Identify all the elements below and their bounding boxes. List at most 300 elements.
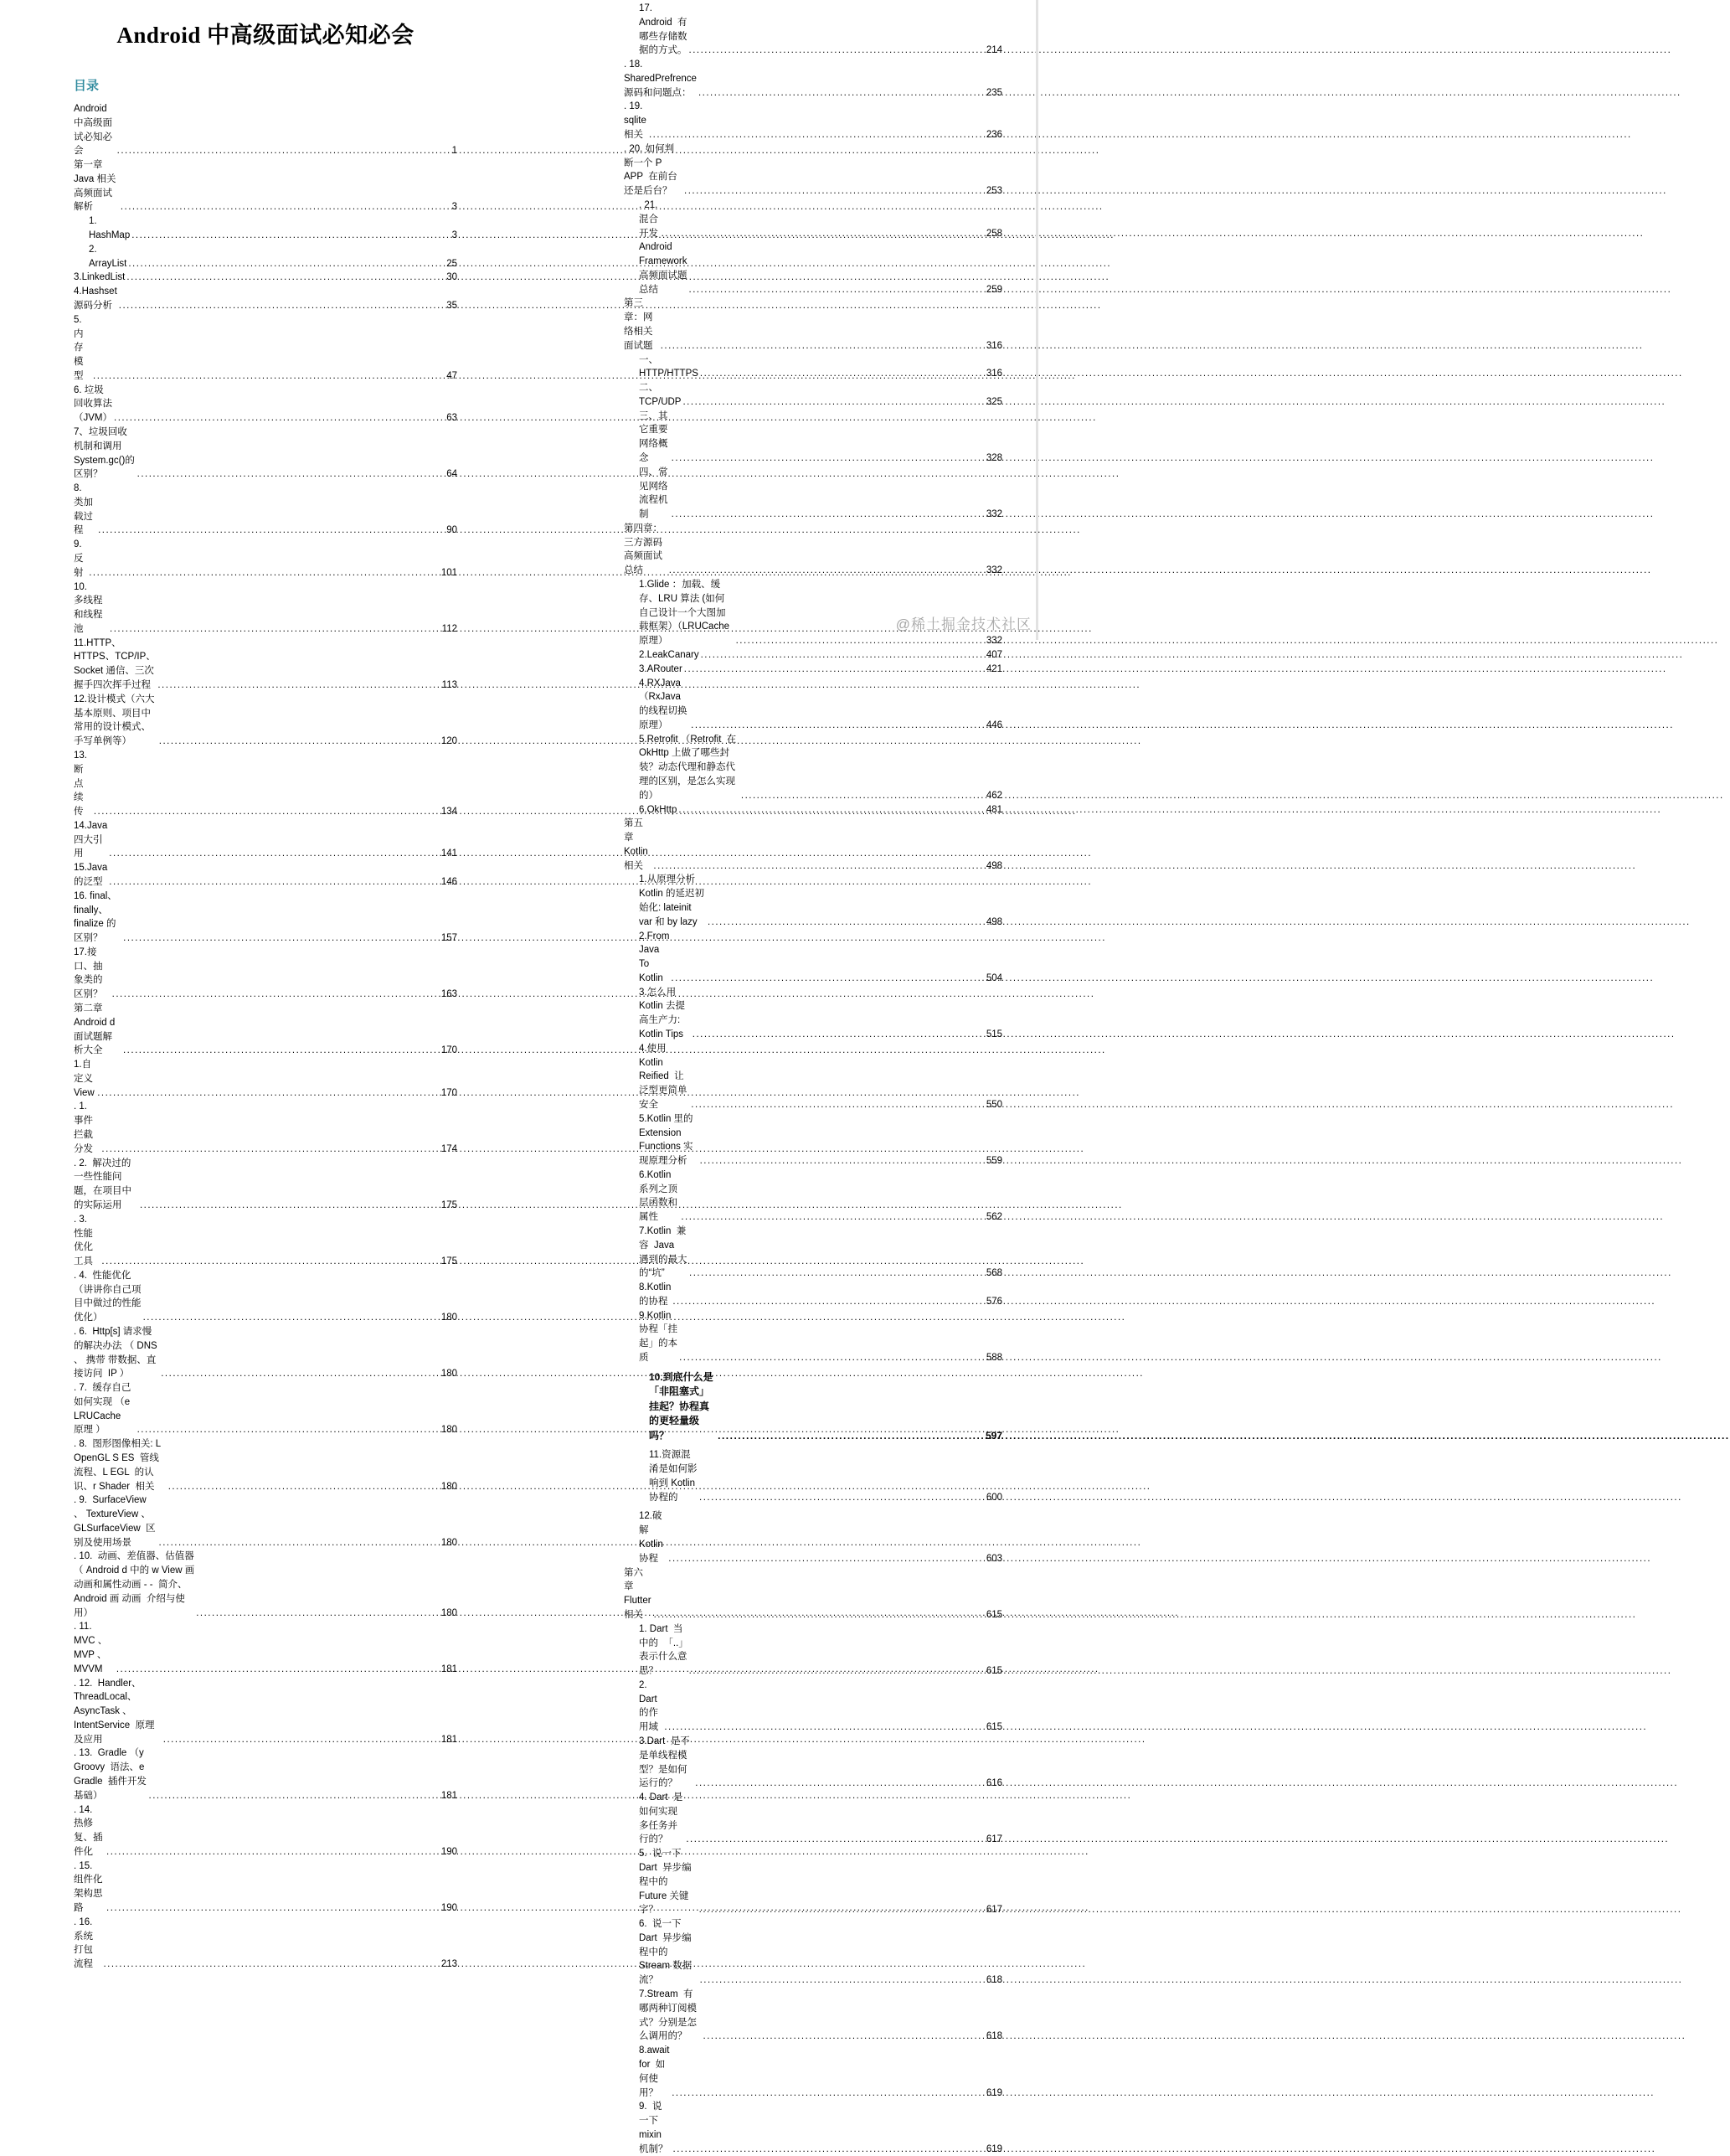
toc-entry [74,1269,457,1325]
toc-dots-leader [128,257,445,271]
toc-entry [624,58,1002,100]
toc-page-number: 568 [986,1268,1002,1279]
toc-dots-leader [93,369,445,384]
toc-page-number: 597 [985,1429,1002,1442]
toc-page-number: 615 [986,1666,1002,1677]
toc-entry [624,986,1002,1042]
toc-entry-text: 2. Dart 的作用域 [639,1679,663,1733]
toc-page-number: 190 [440,1846,457,1857]
toc-dots-leader [662,227,985,241]
toc-entry [624,1735,1002,1791]
toc-dots-leader [654,1608,985,1622]
toc-entry [624,240,1002,297]
toc-entry-text: 8.Kotlin 的协程 [639,1282,677,1307]
toc-entry [74,1746,457,1803]
toc-page-number: 619 [986,2143,1002,2154]
toc-page-number: 141 [440,848,457,859]
toc-page-number: 616 [986,1778,1002,1789]
document-title: Android 中高级面试必知必会 [116,23,414,48]
toc-page-number: 618 [986,1975,1002,1986]
toc-entry-text: 4.RXJava （RxJava 的线程切换原理） [639,678,687,730]
toc-entry-text: 3.怎么用 Kotlin 去提高生产力: Kotlin Tips [639,987,685,1040]
toc-page-number: 180 [440,1481,457,1492]
toc-dots-leader [700,1973,985,1988]
toc-entry-text: Android Framework 高频面试题总结 [639,242,690,295]
toc-entry [624,466,1002,522]
toc-dots-leader [693,1028,985,1042]
toc-entry-text: 14.Java 四大引用 [74,820,111,859]
toc-entry-text: . 1. 事件拦截分发 [74,1101,93,1154]
toc-entry-text: 三、其它重要网络概念 [639,410,668,463]
toc-page-number: 47 [446,370,457,381]
toc-entry [74,1677,457,1747]
toc-page-number: 462 [986,790,1002,801]
toc-page-number: 588 [986,1353,1002,1363]
toc-page-number: 316 [986,369,1002,379]
toc-page-number: 332 [986,565,1002,576]
toc-entry-text: 2. ArrayList [89,244,127,269]
toc-page-number: 180 [440,1607,457,1618]
toc-page-number: 559 [986,1156,1002,1167]
toc-dots-leader [736,634,985,648]
toc-dots-leader [671,972,984,986]
toc-entry-text: . 14. 热修复、插件化 [74,1804,103,1857]
toc-dots-leader [689,44,985,58]
watermark: @稀土掘金技术社区 [895,616,1032,632]
toc-entry-text: . 21. 混合开发 [639,199,663,239]
toc-entry [624,1679,1002,1735]
toc-entry [74,890,457,946]
toc-entry [624,1988,1002,2044]
toc-entry-text: . 6. Http[s] 请求慢的解决办法 （ DNS 、 携带 带数据、直接访问 IP ） [74,1326,160,1380]
toc-page-number: 214 [986,45,1002,56]
toc-entry-text: 12.设计模式（六大基本原则、项目中常用的设计模式、手写单例等） [74,694,155,747]
toc-entry [74,1100,457,1156]
toc-entry [74,1493,457,1550]
toc-dots-leader [672,508,985,522]
toc-entry [74,637,457,693]
toc-dots-leader [168,1480,440,1494]
toc-entry-text: 4. Dart 是如何实现多任务并行的？ [639,1792,683,1845]
toc-dots-leader [672,2086,985,2101]
toc-dots-leader [689,1266,985,1281]
toc-dots-leader [143,1311,440,1325]
toc-entry-text: 6. 说一下 Dart 异步编程中的 Stream 数据流？ [639,1919,693,1986]
toc-dots-leader [649,128,985,142]
toc-dots-leader [686,1833,984,1847]
toc-page-number: 258 [986,228,1002,239]
toc-entry-text: 1.自定义 View [74,1060,99,1098]
toc-entry [74,1859,457,1916]
toc-entry [74,384,457,426]
toc-dots-leader [681,1210,984,1225]
toc-page-number: 146 [440,876,457,887]
toc-entry-text: 7.Kotlin 兼容 Java 遇到的最大的“坑” [639,1225,687,1279]
toc-entry [624,1225,1002,1281]
toc-entry-text: 1. Dart 当中的 「..」表示什么意思？ [639,1623,687,1677]
toc-page-number: 235 [986,87,1002,98]
toc-entry [74,313,457,384]
toc-entry [74,1157,457,1213]
right-page [624,0,1002,2156]
page-edge-divider [1036,0,1038,640]
toc-entry [74,1058,457,1100]
toc-dots-leader [159,735,440,749]
toc-entry [74,1620,457,1676]
toc-page-number: 30 [446,272,457,283]
toc-entry [624,1917,1002,1988]
toc-dots-leader [672,1295,984,1309]
toc-page-number: 259 [986,284,1002,295]
toc-entry [624,2044,1002,2100]
right-toc-list [624,2,1002,2156]
toc-dots-leader [673,2143,985,2156]
toc-dots-leader [121,200,451,214]
toc-dots-leader [699,1903,985,1917]
toc-entry [624,1281,1002,1309]
toc-page-number: 615 [986,1609,1002,1620]
toc-page-number: 603 [986,1553,1002,1564]
toc-entry-text: 四、常见网络流程机制 [639,467,668,520]
toc-entry-text: 17.接口、抽象类的区别？ [74,946,103,1000]
toc-dots-leader [98,524,445,538]
toc-page-number: 618 [986,2031,1002,2042]
left-toc-list [74,102,457,1972]
toc-entry [74,1381,457,1437]
toc-dots-leader [196,1607,440,1621]
toc-entry-text: 第四章：三方源码高频面试总结 [624,523,662,576]
toc-dots-leader [689,1664,985,1679]
toc-entry [624,2,1002,58]
toc-entry-text: 4.Hashset 源码分析 [74,286,120,311]
toc-page-number: 120 [440,736,457,747]
toc-dots-leader [157,678,440,693]
toc-page-number: 316 [986,340,1002,351]
toc-entry-text: . 19. sqlite 相关 [624,101,652,141]
toc-page-number: 113 [441,680,457,691]
toc-entry [74,426,457,482]
toc-entry [624,1309,1002,1365]
toc-entry-text: . 7. 缓存自己如何实现 （e LRUCache 原理 ） [74,1383,133,1436]
toc-dots-leader [684,663,985,677]
toc-entry [624,1622,1002,1679]
toc-page-number: 3 [451,230,457,241]
toc-dots-leader [669,564,985,578]
toc-dots-leader [114,411,445,426]
toc-entry-text: . 8. 图形图像相关: L OpenGL S ES 管线流程、L EGL 的认识、r Shader 相关 [74,1439,163,1492]
toc-entry [74,1325,457,1381]
toc-page-number: 181 [440,1663,457,1674]
toc-page-number: 253 [986,186,1002,197]
toc-dots-leader [701,648,985,663]
toc-page-number: 562 [986,1212,1002,1223]
toc-dots-leader [684,184,985,199]
toc-dots-leader [718,1429,984,1444]
toc-dots-leader [679,1351,985,1365]
toc-dots-leader [109,875,440,890]
toc-page-number: 134 [440,807,457,818]
toc-dots-leader [161,1367,440,1381]
toc-entry-text: 一、HTTP/HTTPS [639,354,698,379]
toc-page-number: 600 [986,1492,1002,1503]
toc-entry [624,677,1002,733]
toc-page-number: 617 [986,1834,1002,1845]
toc-dots-leader [126,271,445,285]
toc-entry-text: 12.破解 Kotlin 协程 [639,1511,669,1564]
toc-dots-leader [137,467,445,482]
toc-dots-leader [137,1423,440,1437]
toc-page-number: 181 [440,1734,457,1745]
toc-entry [624,410,1002,466]
toc-entry-text: 3.LinkedList [74,272,126,283]
toc-entry-text: Android 中高级面试必知必会 [74,104,112,157]
toc-entry-text: 5. 说一下 Dart 异步编程中的 Future 关键字？ [639,1849,692,1916]
toc-dots-leader [109,847,440,861]
toc-entry-text: 第二章 Android d 面试题解析大全 [74,1003,121,1056]
toc-entry [624,1566,1002,1622]
toc-entry-text: 4.使用 Kotlin Reified 让泛型更简单安全 [639,1043,687,1110]
toc-dots-leader [97,1086,440,1101]
toc-page-number: 332 [986,636,1002,647]
toc-entry [624,100,1002,142]
toc-dots-leader [653,859,984,874]
toc-entry [74,102,457,158]
toc-page-number: 213 [440,1959,457,1970]
toc-entry-text: 9.Kotlin 协程「挂起」的本质 [639,1310,677,1363]
toc-entry-text: 16. final、finally、finalize 的区别？ [74,890,117,944]
toc-entry [74,214,457,243]
toc-dots-leader [672,451,985,466]
toc-entry-text: 8. 类加载过程 [74,483,93,536]
toc-page-number: 617 [986,1905,1002,1916]
toc-entry-text: 10. 多线程和线程池 [74,581,109,634]
toc-entry [74,1916,457,1972]
toc-entry [624,1042,1002,1112]
toc-dots-leader [664,1720,985,1735]
toc-entry [624,1370,1002,1444]
toc-page-number: 576 [986,1296,1002,1307]
toc-page-number: 332 [986,509,1002,520]
toc-entry [624,1448,1002,1504]
toc-entry [624,930,1002,986]
toc-page-number: 181 [440,1790,457,1801]
toc-page-number: 63 [446,413,457,424]
toc-page-number: 90 [446,525,457,536]
toc-entry-text: 5.Kotlin 里的 Extension Functions 实现原理分析 [639,1113,696,1167]
toc-dots-leader [149,1789,440,1803]
toc-entry [624,803,1002,818]
toc-entry-text: 第三章：网络相关面试题 [624,298,653,351]
toc-dots-leader [101,1142,439,1157]
toc-page-number: 619 [986,2087,1002,2098]
toc-entry-text: . 10. 动画、差值器、估值器（ Android d 中的 w View 画 动画和属性动画 - - 简介、Android 画 动画 介绍与使用） [74,1551,198,1618]
toc-entry [74,1213,457,1269]
toc-page-number: 180 [440,1537,457,1548]
toc-entry-text: 6.Kotlin 系列之顶层函数和属性 [639,1169,677,1223]
toc-page-number: 615 [986,1722,1002,1733]
toc-dots-leader [106,1901,440,1916]
toc-page-number: 407 [986,649,1002,660]
toc-entry-text: . 13. Gradle （y Groovy 语法、e Gradle 插件开发基础） [74,1748,147,1801]
toc-entry [624,663,1002,677]
toc-dots-leader [123,931,440,946]
toc-dots-leader [661,339,985,353]
toc-dots-leader [123,1044,440,1058]
toc-entry-text: 6.OkHttp [639,804,677,815]
toc-entry [624,522,1002,578]
toc-entry-text: 15.Java 的泛型 [74,863,111,887]
toc-entry-text: . 9. SurfaceView 、 TextureView 、GLSurfaceView 区别及使用场景 [74,1495,156,1548]
toc-entry [74,1002,457,1058]
toc-page-number: 498 [986,916,1002,927]
toc-dots-leader [89,566,440,580]
toc-entry [74,482,457,538]
toc-entry-text: 9. 说一下 mixin 机制？ [639,2102,668,2154]
toc-entry [74,749,457,819]
toc-page-number: 25 [446,258,457,269]
left-page [74,0,457,1972]
toc-entry-text: 2.LeakCanary [639,649,699,660]
toc-page-number: 180 [440,1313,457,1323]
toc-entry-text: 5.Retrofit （Retrofit 在 OkHttp 上做了哪些封装？动态代理和静态代理的区别，是怎么实现的） [639,734,742,801]
toc-entry-text: 1. HashMap [89,216,131,241]
toc-dots-leader [106,1845,440,1859]
toc-entry-text: 13.断点续传 [74,750,87,818]
toc-entry-text: 第六章 Flutter 相关 [624,1567,654,1620]
toc-dots-leader [708,916,985,930]
toc-entry-text: . 3. 性能优化工具 [74,1214,93,1267]
toc-entry-text: . 15. 组件化架构思路 [74,1860,103,1913]
toc-page-number: 498 [986,860,1002,871]
toc-entry-text: 11.HTTP、HTTPS、TCP/IP、Socket 通信、三次握手四次挥手过程 [74,637,156,691]
toc-page-number: 325 [986,396,1002,407]
toc-entry-text: 8.await for 如何使用？ [639,2045,672,2098]
toc-dots-leader [117,144,451,158]
toc-entry-text: 9. 反射 [74,539,93,578]
toc-page-number: 101 [440,567,457,578]
toc-entry [74,285,457,313]
toc-entry [74,538,457,580]
toc-entry [624,1847,1002,1917]
toc-page-number: 170 [440,1045,457,1056]
toc-dots-leader [101,1255,439,1269]
toc-entry [624,648,1002,663]
toc-entry-text: 6. 垃圾回收算法（JVM） [74,384,112,424]
toc-dots-leader [163,1733,440,1747]
toc-entry-text: 3.ARouter [639,663,682,674]
toc-page-number: 515 [986,1029,1002,1040]
toc-entry [624,297,1002,353]
toc-page-number: 190 [440,1903,457,1913]
toc-dots-leader [741,789,985,803]
toc-page-number: 163 [440,989,457,1000]
toc-page-number: 550 [986,1099,1002,1110]
toc-dots-leader [668,1552,985,1566]
toc-entry-text: 第一章 Java 相关高频面试解析 [74,160,116,213]
toc-entry-text: 二、 TCP/UDP [639,383,682,407]
toc-entry-text: 7.Stream 有哪两种订阅模式？分别是怎么调用的？ [639,1989,697,2042]
toc-page-number: 180 [440,1425,457,1436]
toc-entry [624,1112,1002,1168]
toc-page-number: 481 [986,804,1002,815]
toc-dots-leader [700,1154,985,1168]
toc-entry [74,861,457,890]
toc-entry-text: 1.从原理分析 Kotlin 的延迟初始化: lateinit var 和 by lazy [639,874,704,927]
toc-entry-text: 2.From Java To Kotlin [639,931,672,983]
toc-dots-leader [691,1098,985,1112]
toc-entry [624,1168,1002,1225]
toc-entry [74,946,457,1002]
toc-entry-text: 10.到底什么是「非阻塞式」挂起？协程真的更轻量级吗？ [649,1370,713,1442]
toc-dots-leader [695,1777,985,1791]
toc-entry-text: . 18. SharedPrefrence 源码和问题点： [624,59,703,98]
toc-dots-leader [112,988,440,1002]
toc-dots-leader [698,86,985,101]
toc-entry-text: . 20. 如何判断一个 P APP 在前台还是后台？ [624,143,677,197]
toc-page-number: 3 [451,202,457,213]
toc-entry [624,1791,1002,1847]
toc-entry [624,353,1002,382]
toc-entry-text: 第五章 Kotlin 相关 [624,818,654,871]
toc-entry-text: . 4. 性能优化 （讲讲你自己项目中做过的性能优化） [74,1270,142,1323]
toc-entry [624,1509,1002,1565]
toc-page-number: 504 [986,972,1002,983]
toc-dots-leader [119,299,445,313]
toc-entry [624,381,1002,410]
toc-page-number: 446 [986,720,1002,730]
toc-dots-leader [94,805,440,819]
toc-dots-leader [116,1663,440,1677]
toc-entry [74,580,457,637]
toc-entry [74,271,457,285]
toc-entry [74,1437,457,1493]
toc-page-number: 170 [440,1087,457,1098]
toc-entry [74,243,457,271]
toc-entry-text: . 16. 系统打包流程 [74,1916,98,1970]
toc-dots-leader [103,1957,439,1972]
toc-page-number: 236 [986,130,1002,141]
toc-entry [74,1550,457,1620]
toc-dots-leader [140,1199,440,1213]
toc-dots-leader [682,395,984,410]
toc-page-number: 1 [451,146,457,157]
toc-dots-leader [699,1491,985,1505]
toc-entry-text: 11.资源混淆是如何影响到 Kotlin 协程的 [649,1450,698,1503]
toc-dots-leader [159,1536,440,1550]
toc-entry [624,2100,1002,2156]
toc-entry-text: 17. Android 有哪些存储数据的方式。 [639,3,687,56]
toc-entry [624,142,1002,199]
toc-heading: 目录 [74,79,100,93]
toc-entry-text: . 12. Handler、 ThreadLocal、 AsyncTask 、 IntentService 原理及应用 [74,1678,155,1745]
toc-entry-text: 7、垃圾回收机制和调用 System.gc()的区别？ [74,426,135,480]
toc-dots-leader [689,283,985,297]
toc-entry-text: . 11. MVC 、 MVP 、 MVVM [74,1622,111,1674]
toc-entry [624,733,1002,803]
toc-page-number: 174 [440,1143,457,1154]
toc-dots-leader [110,622,440,637]
toc-entry [74,693,457,749]
toc-entry [74,819,457,861]
toc-page-number: 175 [440,1256,457,1267]
toc-page-number: 112 [441,623,457,634]
toc-entry-text: 3.Dart 是不是单线程模型？是如何运行的？ [639,1736,690,1789]
toc-entry [624,873,1002,929]
toc-dots-leader [703,2030,985,2044]
toc-entry-text: 5. 内存模型 [74,314,85,381]
toc-entry [74,158,457,214]
toc-entry [74,1803,457,1859]
